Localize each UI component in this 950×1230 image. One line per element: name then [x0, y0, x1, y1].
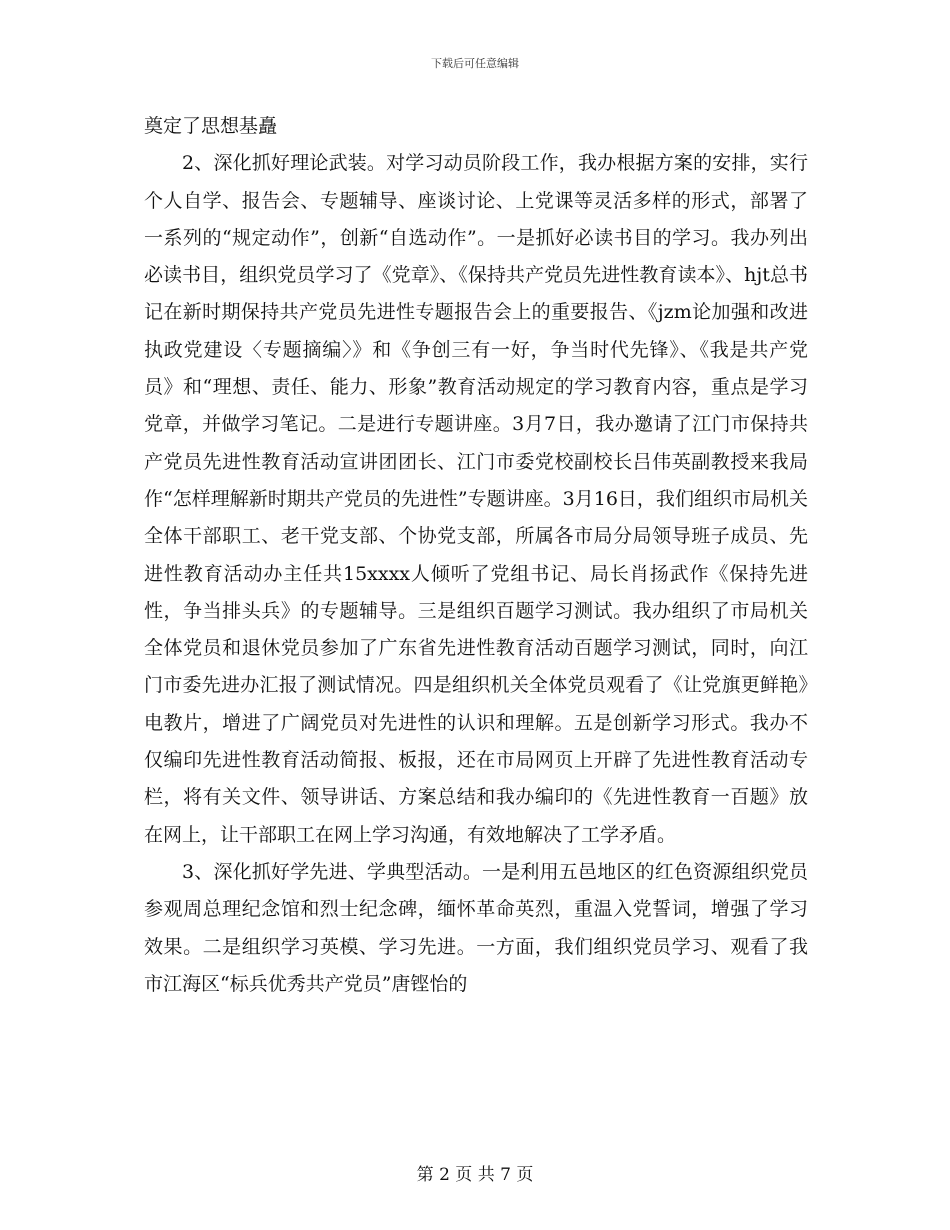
page-number: 第 2 页 共 7 页	[416, 1165, 534, 1185]
paragraph-continuation: 奠定了思想基矗	[144, 115, 278, 137]
paragraph-learn-models: 3、深化抓好学先进、学典型活动。一是利用五邑地区的红色资源组织党员参观周总理纪念馆和烈士纪念碑，缅怀革命英烈，重温入党誓词，增强了学习效果。二是组织学习英模、学习先进。一方面，我们组织党员学习、观看了我市江海区“标兵优秀共产党员”唐铿怡的	[144, 860, 808, 995]
page-header: 下载后可任意编辑	[431, 57, 519, 70]
document-body	[144, 108, 808, 1003]
paragraph-theory-study: 2、深化抓好理论武装。对学习动员阶段工作，我办根据方案的安排，实行个人自学、报告会、专题辅导、座谈讨论、上党课等灵活多样的形式，部署了一系列的“规定动作”，创新“自选动作”。一是抓好必读书目的学习。我办列出必读书目，组织党员学习了《党章》、《保持共产党员先进性教育读本》、hjt总书记在新时期保持共产党员先进性专题报告会上的重要报告、《jzm论加强和改进执政党建设〈专题摘编〉》和《争创三有一好，争当时代先锋》、《我是共产党员》和“理想、责任、能力、形象”教育活动规定的学习教育内容，重点是学习党章，并做学习笔记。二是进行专题讲座。3月7日，我办邀请了江门市保持共产党员先进性教育活动宣讲团团长、江门市委党校副校长吕伟英副教授来我局作“怎样理解新时期共产党员的先进性”专题讲座。3月16日，我们组织市局机关全体干部职工、老干党支部、个协党支部，所属各市局分局领导班子成员、先进性教育活动办主任共15xxxx人倾听了党组书记、局长肖扬武作《保持先进性，争当排头兵》的专题辅导。三是组织百题学习测试。我办组织了市局机关全体党员和退休党员参加了广东省先进性教育活动百题学习测试，同时，向江门市委先进办汇报了测试情况。四是组织机关全体党员观看了《让党旗更鲜艳》电教片，增进了广阔党员对先进性的认识和理解。五是创新学习形式。我办不仅编印先进性教育活动简报、板报，还在市局网页上开辟了先进性教育活动专栏，将有关文件、领导讲话、方案总结和我办编印的《先进性教育一百题》放在网上，让干部职工在网上学习沟通，有效地解决了工学矛盾。	[144, 152, 808, 846]
